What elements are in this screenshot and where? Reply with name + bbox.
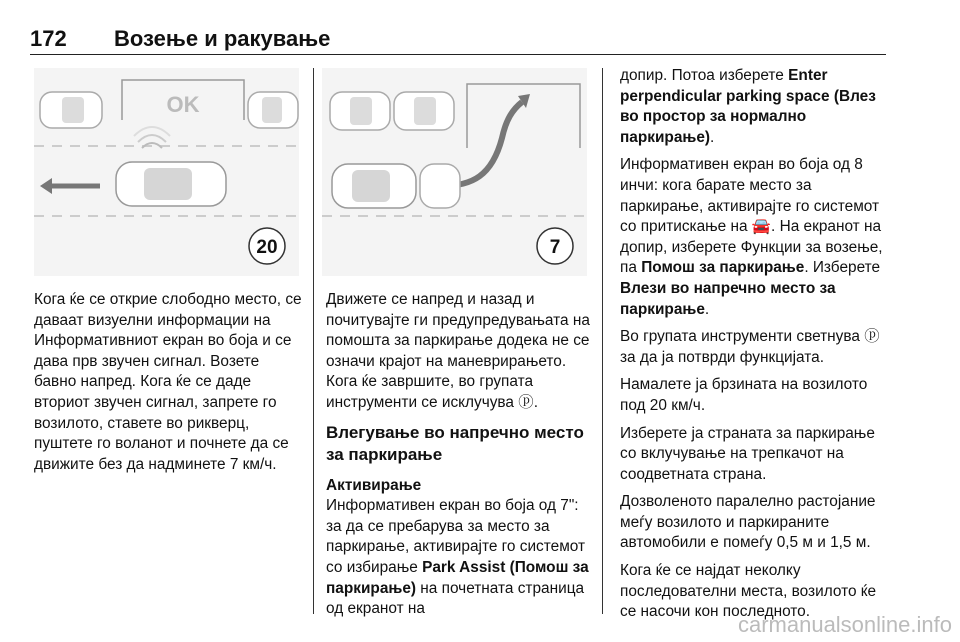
- column-3: [620, 66, 892, 630]
- paragraph: Во групата инструменти светнува ⓟ за да ја потврди функцијата.: [620, 328, 880, 366]
- section-title: Возење и ракување: [114, 26, 331, 51]
- section-heading: Влегување во напречно место за паркирање: [326, 422, 584, 464]
- parking-illustration-maneuver: [322, 68, 587, 276]
- column-1: [34, 290, 304, 482]
- page-header: [30, 26, 886, 55]
- figure-number: 7: [549, 237, 561, 258]
- column-divider: [313, 68, 314, 614]
- parking-illustration-search: [34, 68, 299, 276]
- car-button-icon: 🚘: [751, 218, 772, 236]
- column-2: [326, 290, 596, 627]
- paragraph: допир. Потоа изберете Enter perpendicular parking space (Влез во простор за нормално паркирање).: [620, 67, 876, 146]
- paragraph: Изберете ја страната за паркирање со вклучување на трепкачот на соодветната страна.: [620, 424, 875, 483]
- paragraph: Дозволеното паралелно растојание меѓу возилото и паркираните автомобили е помеѓу 0,5 м и 1,5 м.: [620, 493, 876, 552]
- figure-number: 20: [256, 237, 278, 258]
- car-icon: [420, 164, 460, 208]
- paragraph: Кога ќе се открие слободно место, се даваат визуелни информации на Информативниот екран во боја и се дава прв звучен сигнал. Возете бавно напред. Кога ќе се даде вториот звучен сигнал, запрете го возилото, ставете во рикверц, пуштете го воланот и почнете да се движите без да надминете 7 км/ч.: [34, 291, 302, 473]
- paragraph: Информативен екран во боја од 8 инчи: кога барате место за паркирање, активирајте го системот со притискање на 🚘. На екранот на допир, изберете Функции за возење, па Помош за паркирање. Изберете Влези во напречно место за паркирање.: [620, 156, 883, 318]
- page-number: 172: [30, 26, 67, 51]
- ok-sign-text: OK: [166, 92, 200, 117]
- paragraph: Информативен екран во боја од 7": за да се пребарува за место за паркирање, активирајте го системот со избирање Park Assist (Помош за паркирање) на почетната страница од екранот на: [326, 497, 589, 618]
- watermark: carmanualsonline.info: [737, 612, 952, 637]
- parking-assist-icon: ⓟ: [864, 328, 880, 346]
- column-divider: [602, 68, 603, 614]
- paragraph: Движете се напред и назад и почитувајте ги предупредувањата на помошта за паркирање додека не се означи крајот на маневрирањето. Кога ќе завршите, во групата инструменти се исклучува ⓟ.: [326, 291, 590, 411]
- parking-assist-icon: ⓟ: [518, 393, 534, 411]
- paragraph: Кога ќе се најдат неколку последователни места, возилото ќе се насочи кон последното.: [620, 562, 877, 621]
- paragraph: Намалете ја брзината на возилото под 20 км/ч.: [620, 376, 868, 414]
- subheading: Активирање: [326, 476, 422, 494]
